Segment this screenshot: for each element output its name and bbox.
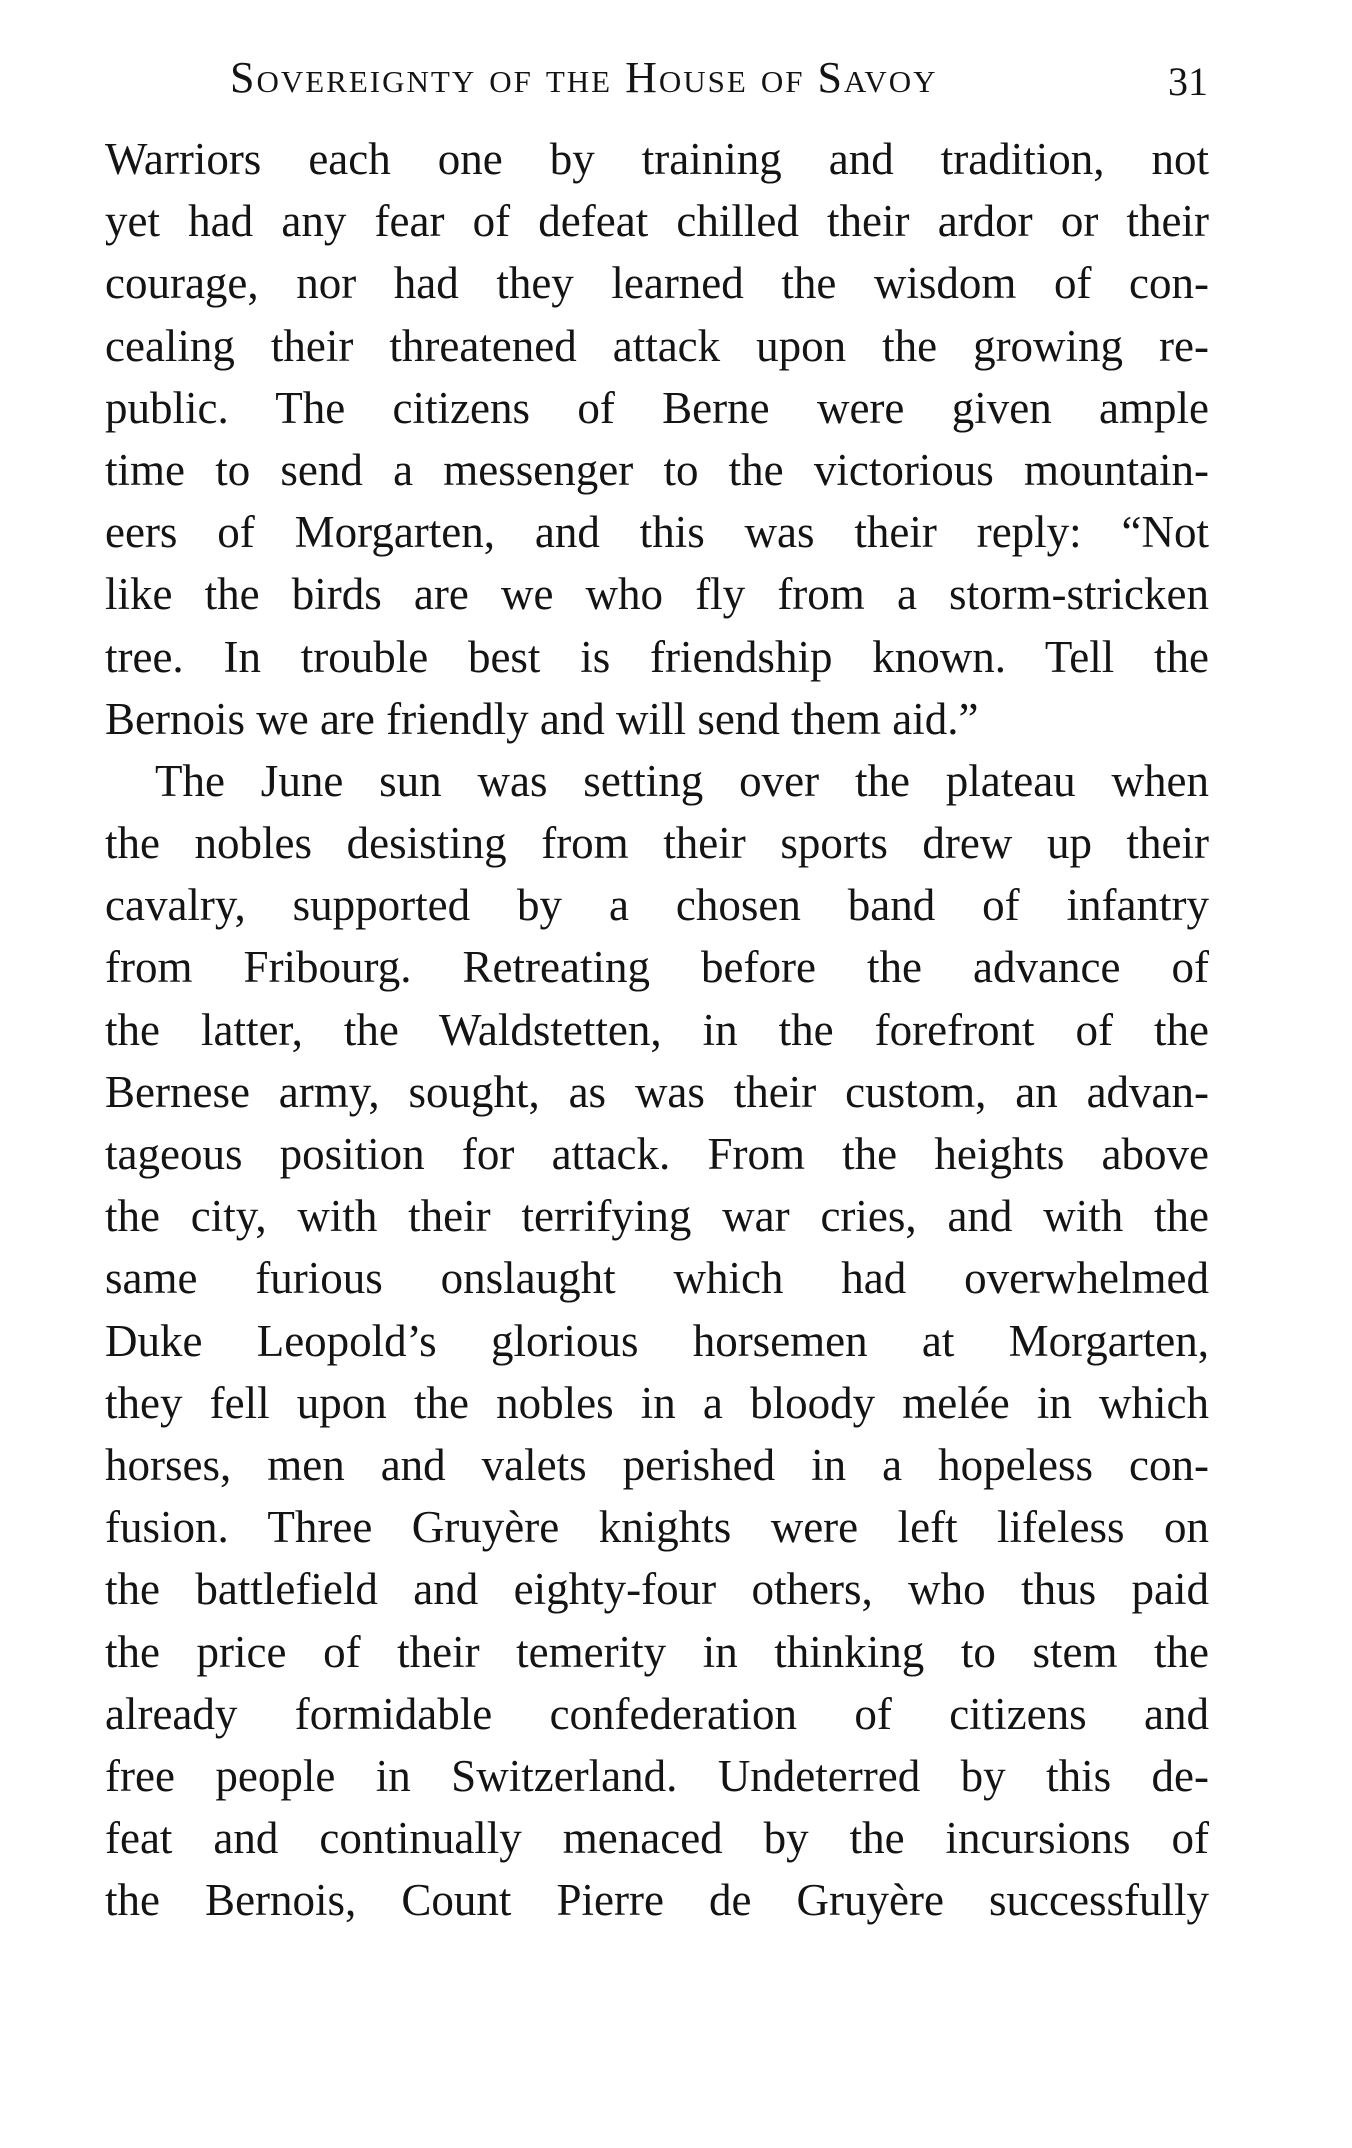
text-line: the Bernois, Count Pierre de Gruyère successfully [105, 1875, 1209, 1926]
text-line: The June sun was setting over the plateau when [155, 755, 1209, 806]
text-line: yet had any fear of defeat chilled their ardor or their [105, 196, 1209, 247]
text-line: cealing their threatened attack upon the growing re- [105, 320, 1209, 371]
text-line: Duke Leopold’s glorious horsemen at Morgarten, [105, 1315, 1209, 1366]
text-line: feat and continually menaced by the incursions of [105, 1813, 1209, 1864]
text-line: same furious onslaught which had overwhelmed [105, 1253, 1209, 1304]
text-line: tageous position for attack. From the heights above [105, 1129, 1209, 1179]
running-title: Sovereignty of the House of Savoy [230, 53, 938, 102]
text-line: the latter, the Waldstetten, in the forefront of the [105, 1004, 1209, 1055]
running-head [108, 52, 1208, 112]
text-line: Warriors each one by training and tradition, not [105, 134, 1209, 184]
body-text [105, 128, 1209, 1931]
text-line: public. The citizens of Berne were given ample [105, 382, 1209, 433]
text-line: the battlefield and eighty-four others, who thus paid [105, 1564, 1209, 1615]
text-line: cavalry, supported by a chosen band of infantry [105, 880, 1209, 931]
text-line: fusion. Three Gruyère knights were left lifeless on [105, 1502, 1209, 1553]
text-line: courage, nor had they learned the wisdom of con- [105, 258, 1209, 309]
text-line: like the birds are we who fly from a storm-stricken [105, 569, 1209, 620]
text-line: free people in Switzerland. Undeterred by this de- [105, 1750, 1209, 1801]
paragraph-1 [105, 128, 1209, 750]
text-line: they fell upon the nobles in a bloody melée in which [105, 1377, 1209, 1428]
page-number: 31 [1168, 59, 1208, 104]
text-line: time to send a messenger to the victorious mountain- [105, 444, 1209, 495]
text-line: the nobles desisting from their sports drew up their [105, 818, 1209, 869]
text-line: eers of Morgarten, and this was their reply: “Not [105, 507, 1209, 558]
text-line: Bernois we are friendly and will send them aid.” [105, 693, 979, 744]
text-line: already formidable confederation of citizens and [105, 1688, 1209, 1739]
paragraph-2 [105, 750, 1209, 1932]
text-line: the city, with their terrifying war cries, and with the [105, 1191, 1209, 1242]
text-line: horses, men and valets perished in a hopeless con- [105, 1439, 1209, 1490]
text-line: tree. In trouble best is friendship known. Tell the [105, 631, 1209, 682]
text-line: Bernese army, sought, as was their custom, an advan- [105, 1066, 1209, 1117]
text-line: the price of their temerity in thinking to stem the [105, 1626, 1209, 1677]
text-line: from Fribourg. Retreating before the advance of [105, 942, 1209, 993]
